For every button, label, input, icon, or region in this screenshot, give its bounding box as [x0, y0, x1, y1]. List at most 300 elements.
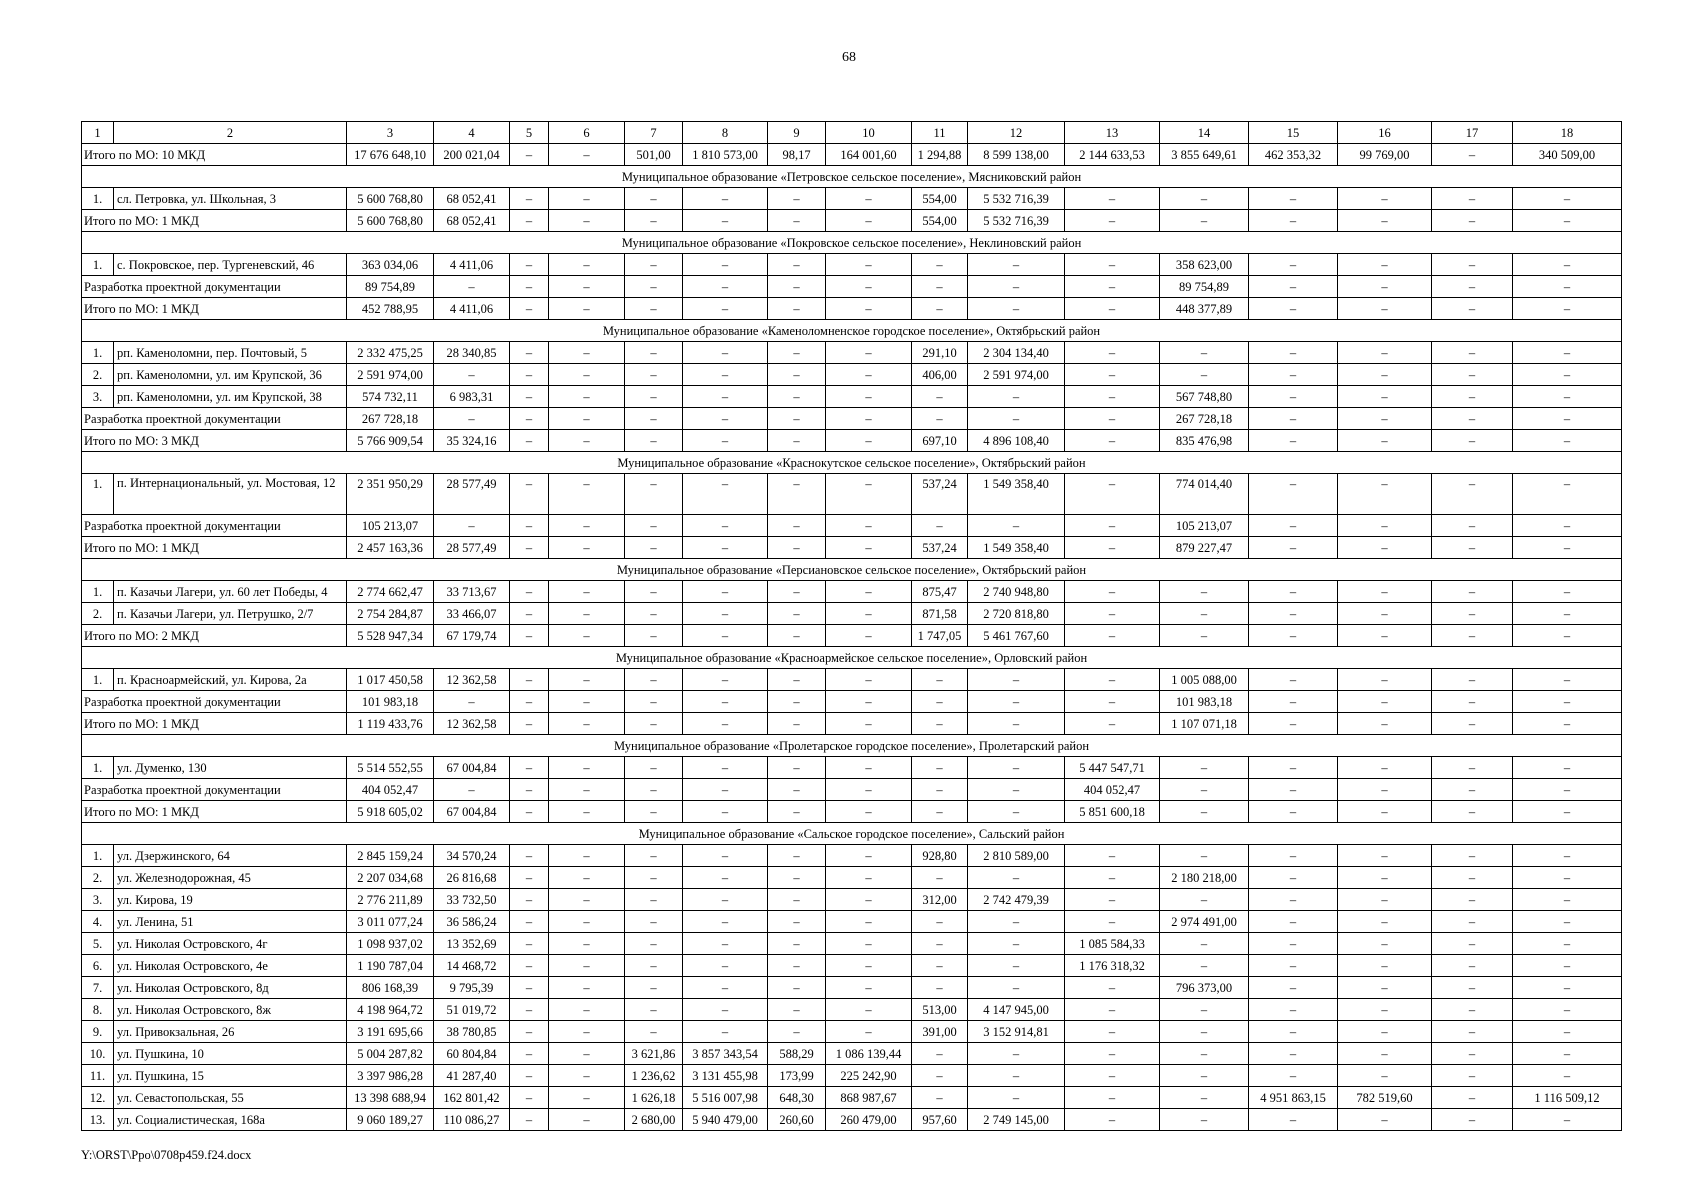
total-value-cell: – [968, 713, 1065, 735]
value-cell: – [1338, 669, 1432, 691]
total-label: Разработка проектной документации [82, 276, 347, 298]
value-cell: – [968, 977, 1065, 999]
row-number: 2. [82, 867, 114, 889]
table-row [82, 977, 1622, 999]
total-row [82, 713, 1622, 735]
section-title: Муниципальное образование «Персиановское сельское поселение», Октябрьский район [82, 559, 1622, 581]
total-value-cell: 1 747,05 [912, 625, 968, 647]
value-cell: – [1160, 955, 1249, 977]
total-value-cell: 1 294,88 [912, 144, 968, 166]
total-value-cell: – [510, 537, 549, 559]
value-cell: – [768, 911, 826, 933]
value-cell: – [1513, 342, 1622, 364]
value-cell: – [1065, 889, 1160, 911]
value-cell: – [1338, 977, 1432, 999]
total-value-cell: – [434, 276, 510, 298]
value-cell: 363 034,06 [347, 254, 434, 276]
value-cell: – [625, 603, 683, 625]
total-value-cell: 28 577,49 [434, 537, 510, 559]
value-cell: – [768, 254, 826, 276]
row-number: 8. [82, 999, 114, 1021]
value-cell: 537,24 [912, 474, 968, 515]
total-value-cell: – [826, 625, 912, 647]
value-cell: – [1513, 669, 1622, 691]
column-number: 12 [968, 122, 1065, 144]
value-cell: – [510, 386, 549, 408]
value-cell: – [549, 1087, 625, 1109]
section-title: Муниципальное образование «Красноармейское сельское поселение», Орловский район [82, 647, 1622, 669]
value-cell: 868 987,67 [826, 1087, 912, 1109]
total-row [82, 276, 1622, 298]
value-cell: – [625, 889, 683, 911]
value-cell: – [1249, 1021, 1338, 1043]
total-value-cell: – [1160, 779, 1249, 801]
value-cell: – [1065, 386, 1160, 408]
total-value-cell: – [625, 408, 683, 430]
value-cell: – [1432, 188, 1513, 210]
value-cell: 162 801,42 [434, 1087, 510, 1109]
value-cell: 9 060 189,27 [347, 1109, 434, 1131]
value-cell: 2 845 159,24 [347, 845, 434, 867]
value-cell: – [549, 867, 625, 889]
value-cell: – [1432, 1087, 1513, 1109]
value-cell: – [1338, 474, 1432, 515]
total-value-cell: – [434, 515, 510, 537]
value-cell: – [768, 188, 826, 210]
total-value-cell: – [768, 408, 826, 430]
value-cell: – [625, 955, 683, 977]
total-value-cell: – [768, 537, 826, 559]
total-value-cell: – [1432, 408, 1513, 430]
total-value-cell: – [968, 408, 1065, 430]
value-cell: 2 591 974,00 [968, 364, 1065, 386]
value-cell: – [826, 386, 912, 408]
value-cell: – [1065, 188, 1160, 210]
value-cell: – [1249, 1109, 1338, 1131]
total-value-cell: – [625, 779, 683, 801]
value-cell: – [510, 757, 549, 779]
value-cell: – [625, 386, 683, 408]
total-value-cell: – [768, 430, 826, 452]
total-value-cell: – [549, 144, 625, 166]
value-cell: – [1065, 911, 1160, 933]
total-value-cell: – [625, 276, 683, 298]
value-cell: – [1249, 867, 1338, 889]
total-value-cell: – [1249, 210, 1338, 232]
value-cell: – [1513, 955, 1622, 977]
value-cell: 1 086 139,44 [826, 1043, 912, 1065]
value-cell: 648,30 [768, 1087, 826, 1109]
total-row [82, 298, 1622, 320]
total-value-cell: 3 855 649,61 [1160, 144, 1249, 166]
value-cell: 60 804,84 [434, 1043, 510, 1065]
total-value-cell: – [625, 691, 683, 713]
value-cell: – [1338, 757, 1432, 779]
total-value-cell: – [826, 537, 912, 559]
total-label: Разработка проектной документации [82, 691, 347, 713]
total-value-cell: 267 728,18 [1160, 408, 1249, 430]
table-row [82, 474, 1622, 515]
total-value-cell: – [1338, 801, 1432, 823]
total-value-cell: 101 983,18 [347, 691, 434, 713]
value-cell: – [912, 933, 968, 955]
total-value-cell: – [1432, 801, 1513, 823]
value-cell: – [510, 669, 549, 691]
file-path-footer: Y:\ORST\Ppo\0708p459.f24.docx [81, 1148, 252, 1162]
row-number: 13. [82, 1109, 114, 1131]
value-cell: 513,00 [912, 999, 968, 1021]
value-cell: – [912, 955, 968, 977]
value-cell: 875,47 [912, 581, 968, 603]
value-cell: 26 816,68 [434, 867, 510, 889]
value-cell: – [1249, 999, 1338, 1021]
value-cell: – [1432, 977, 1513, 999]
building-address: ул. Николая Островского, 4г [114, 933, 347, 955]
value-cell: – [1432, 757, 1513, 779]
value-cell: 3 191 695,66 [347, 1021, 434, 1043]
total-value-cell: 164 001,60 [826, 144, 912, 166]
total-label: Итого по МО: 1 МКД [82, 713, 347, 735]
table-row [82, 669, 1622, 691]
total-value-cell: – [549, 691, 625, 713]
value-cell: 574 732,11 [347, 386, 434, 408]
total-value-cell: – [768, 625, 826, 647]
value-cell: – [968, 1087, 1065, 1109]
value-cell: – [510, 999, 549, 1021]
value-cell: 5 532 716,39 [968, 188, 1065, 210]
value-cell: 5 514 552,55 [347, 757, 434, 779]
value-cell: – [625, 1021, 683, 1043]
value-cell: – [510, 845, 549, 867]
value-cell: – [912, 386, 968, 408]
value-cell: – [1513, 386, 1622, 408]
total-value-cell: – [1432, 430, 1513, 452]
value-cell: 173,99 [768, 1065, 826, 1087]
total-value-cell: – [1249, 430, 1338, 452]
total-row [82, 144, 1622, 166]
total-value-cell: – [1432, 691, 1513, 713]
value-cell: – [912, 1065, 968, 1087]
total-value-cell: – [1432, 537, 1513, 559]
value-cell: 1 176 318,32 [1065, 955, 1160, 977]
value-cell: – [1065, 1087, 1160, 1109]
total-value-cell: 340 509,00 [1513, 144, 1622, 166]
table-row [82, 1109, 1622, 1131]
building-address: п. Интернациональный, ул. Мостовая, 12 [114, 474, 347, 515]
total-value-cell: 5 528 947,34 [347, 625, 434, 647]
value-cell: – [968, 254, 1065, 276]
value-cell: – [826, 603, 912, 625]
value-cell: – [549, 1043, 625, 1065]
value-cell: – [683, 474, 768, 515]
value-cell: 406,00 [912, 364, 968, 386]
total-value-cell: – [625, 298, 683, 320]
value-cell: – [625, 933, 683, 955]
value-cell: – [1432, 669, 1513, 691]
total-value-cell: – [683, 691, 768, 713]
total-value-cell: – [826, 713, 912, 735]
value-cell: – [1065, 1065, 1160, 1087]
value-cell: – [1249, 342, 1338, 364]
value-cell: – [1513, 889, 1622, 911]
column-number: 3 [347, 122, 434, 144]
column-number: 5 [510, 122, 549, 144]
value-cell: – [826, 889, 912, 911]
value-cell: 67 004,84 [434, 757, 510, 779]
value-cell: – [549, 474, 625, 515]
value-cell: – [1513, 911, 1622, 933]
row-number: 1. [82, 474, 114, 515]
total-value-cell: 200 021,04 [434, 144, 510, 166]
total-value-cell: – [968, 801, 1065, 823]
total-value-cell: – [1338, 298, 1432, 320]
value-cell: 774 014,40 [1160, 474, 1249, 515]
total-value-cell: – [625, 210, 683, 232]
section-title: Муниципальное образование «Каменоломненское городское поселение», Октябрьский район [82, 320, 1622, 342]
value-cell: – [1432, 1021, 1513, 1043]
row-number: 4. [82, 911, 114, 933]
value-cell: – [968, 1043, 1065, 1065]
building-address: п. Красноармейский, ул. Кирова, 2а [114, 669, 347, 691]
value-cell: – [1249, 977, 1338, 999]
total-value-cell: – [549, 515, 625, 537]
value-cell: – [912, 1087, 968, 1109]
row-number: 1. [82, 845, 114, 867]
total-value-cell: – [1338, 713, 1432, 735]
value-cell: – [1160, 1109, 1249, 1131]
value-cell: – [683, 889, 768, 911]
total-value-cell: – [826, 779, 912, 801]
table-row [82, 999, 1622, 1021]
value-cell: – [1065, 1109, 1160, 1131]
table-row [82, 386, 1622, 408]
value-cell: – [1160, 342, 1249, 364]
total-value-cell: 554,00 [912, 210, 968, 232]
value-cell: – [1065, 867, 1160, 889]
value-cell: 588,29 [768, 1043, 826, 1065]
value-cell: – [1338, 1065, 1432, 1087]
value-cell: – [768, 603, 826, 625]
building-address: ул. Николая Островского, 8ж [114, 999, 347, 1021]
value-cell: – [510, 342, 549, 364]
value-cell: – [510, 188, 549, 210]
value-cell: 567 748,80 [1160, 386, 1249, 408]
total-value-cell: – [1065, 515, 1160, 537]
total-value-cell: – [1432, 625, 1513, 647]
total-value-cell: – [1432, 276, 1513, 298]
value-cell: – [826, 867, 912, 889]
total-value-cell: 5 766 909,54 [347, 430, 434, 452]
value-cell: 41 287,40 [434, 1065, 510, 1087]
total-row [82, 430, 1622, 452]
total-value-cell: 89 754,89 [1160, 276, 1249, 298]
total-value-cell: – [683, 408, 768, 430]
value-cell: – [1513, 581, 1622, 603]
value-cell: – [1065, 669, 1160, 691]
value-cell: 36 586,24 [434, 911, 510, 933]
value-cell: – [1513, 1043, 1622, 1065]
value-cell: – [1249, 845, 1338, 867]
table-row [82, 955, 1622, 977]
value-cell: – [1065, 1043, 1160, 1065]
value-cell: – [968, 386, 1065, 408]
page-number: 68 [842, 50, 856, 65]
total-value-cell: – [549, 298, 625, 320]
value-cell: – [912, 669, 968, 691]
building-address: ул. Пушкина, 10 [114, 1043, 347, 1065]
total-value-cell: – [1065, 210, 1160, 232]
value-cell: – [1160, 1087, 1249, 1109]
section-header-row [82, 232, 1622, 254]
total-value-cell: – [768, 691, 826, 713]
value-cell: – [1160, 1043, 1249, 1065]
total-value-cell: – [1513, 515, 1622, 537]
value-cell: 5 516 007,98 [683, 1087, 768, 1109]
value-cell: – [683, 254, 768, 276]
total-value-cell: – [826, 691, 912, 713]
value-cell: 2 974 491,00 [1160, 911, 1249, 933]
value-cell: 225 242,90 [826, 1065, 912, 1087]
total-value-cell: – [826, 430, 912, 452]
value-cell: – [968, 757, 1065, 779]
column-number: 18 [1513, 122, 1622, 144]
total-value-cell: – [549, 779, 625, 801]
value-cell: – [968, 911, 1065, 933]
value-cell: – [1513, 999, 1622, 1021]
total-value-cell: – [434, 408, 510, 430]
section-title: Муниципальное образование «Пролетарское городское поселение», Пролетарский район [82, 735, 1622, 757]
total-value-cell: 404 052,47 [1065, 779, 1160, 801]
total-value-cell: – [912, 779, 968, 801]
value-cell: – [968, 955, 1065, 977]
total-value-cell: – [768, 515, 826, 537]
value-cell: – [549, 999, 625, 1021]
total-value-cell: – [1432, 210, 1513, 232]
column-number: 13 [1065, 122, 1160, 144]
total-value-cell: – [1249, 515, 1338, 537]
value-cell: – [1338, 603, 1432, 625]
building-address: ул. Привокзальная, 26 [114, 1021, 347, 1043]
value-cell: – [1338, 999, 1432, 1021]
value-cell: – [549, 603, 625, 625]
value-cell: – [1338, 933, 1432, 955]
value-cell: – [683, 1021, 768, 1043]
value-cell: – [1160, 581, 1249, 603]
value-cell: 13 398 688,94 [347, 1087, 434, 1109]
row-number: 1. [82, 188, 114, 210]
total-label: Итого по МО: 2 МКД [82, 625, 347, 647]
total-value-cell: – [826, 515, 912, 537]
total-value-cell: – [510, 298, 549, 320]
value-cell: 260 479,00 [826, 1109, 912, 1131]
total-label: Итого по МО: 1 МКД [82, 210, 347, 232]
total-value-cell: – [1249, 408, 1338, 430]
value-cell: – [1249, 581, 1338, 603]
total-value-cell: – [510, 515, 549, 537]
total-value-cell: 5 461 767,60 [968, 625, 1065, 647]
value-cell: – [1338, 342, 1432, 364]
value-cell: – [510, 911, 549, 933]
total-value-cell: – [826, 801, 912, 823]
total-value-cell: – [1513, 298, 1622, 320]
total-label: Итого по МО: 3 МКД [82, 430, 347, 452]
building-address: ул. Социалистическая, 168а [114, 1109, 347, 1131]
total-value-cell: – [683, 430, 768, 452]
total-value-cell: – [1249, 779, 1338, 801]
value-cell: 358 623,00 [1160, 254, 1249, 276]
value-cell: 3 152 914,81 [968, 1021, 1065, 1043]
building-address: ул. Пушкина, 15 [114, 1065, 347, 1087]
total-label: Разработка проектной документации [82, 515, 347, 537]
total-value-cell: – [683, 779, 768, 801]
total-row [82, 408, 1622, 430]
value-cell: – [968, 669, 1065, 691]
total-value-cell: 1 107 071,18 [1160, 713, 1249, 735]
total-value-cell: – [625, 515, 683, 537]
value-cell: 2 749 145,00 [968, 1109, 1065, 1131]
column-number: 2 [114, 122, 347, 144]
value-cell: – [1513, 867, 1622, 889]
value-cell: – [768, 342, 826, 364]
total-value-cell: – [968, 691, 1065, 713]
total-value-cell: – [768, 210, 826, 232]
value-cell: – [1065, 342, 1160, 364]
building-address: ул. Железнодорожная, 45 [114, 867, 347, 889]
value-cell: – [968, 1065, 1065, 1087]
value-cell: 5 940 479,00 [683, 1109, 768, 1131]
value-cell: – [1432, 999, 1513, 1021]
value-cell: – [683, 188, 768, 210]
column-number: 17 [1432, 122, 1513, 144]
total-value-cell: – [1160, 625, 1249, 647]
value-cell: – [1432, 933, 1513, 955]
value-cell: – [510, 364, 549, 386]
value-cell: – [768, 999, 826, 1021]
total-row [82, 210, 1622, 232]
value-cell: – [1432, 474, 1513, 515]
total-label: Итого по МО: 1 МКД [82, 801, 347, 823]
total-value-cell: – [510, 430, 549, 452]
total-value-cell: 105 213,07 [1160, 515, 1249, 537]
total-value-cell: – [912, 801, 968, 823]
value-cell: – [1432, 342, 1513, 364]
total-value-cell: – [510, 144, 549, 166]
section-header-row [82, 823, 1622, 845]
total-value-cell: – [968, 298, 1065, 320]
value-cell: – [1513, 977, 1622, 999]
value-cell: – [549, 386, 625, 408]
value-cell: 554,00 [912, 188, 968, 210]
value-cell: – [826, 757, 912, 779]
value-cell: 28 340,85 [434, 342, 510, 364]
total-value-cell: – [1249, 801, 1338, 823]
total-value-cell: – [912, 276, 968, 298]
total-value-cell: – [826, 210, 912, 232]
value-cell: 2 754 284,87 [347, 603, 434, 625]
total-value-cell: – [768, 713, 826, 735]
table-body [82, 122, 1622, 1131]
column-number: 8 [683, 122, 768, 144]
value-cell: – [549, 955, 625, 977]
total-value-cell: – [1513, 276, 1622, 298]
total-value-cell: – [510, 408, 549, 430]
value-cell: – [683, 581, 768, 603]
total-value-cell: – [434, 779, 510, 801]
value-cell: – [1160, 1065, 1249, 1087]
total-value-cell: – [549, 276, 625, 298]
table-row [82, 1065, 1622, 1087]
column-number-row [82, 122, 1622, 144]
